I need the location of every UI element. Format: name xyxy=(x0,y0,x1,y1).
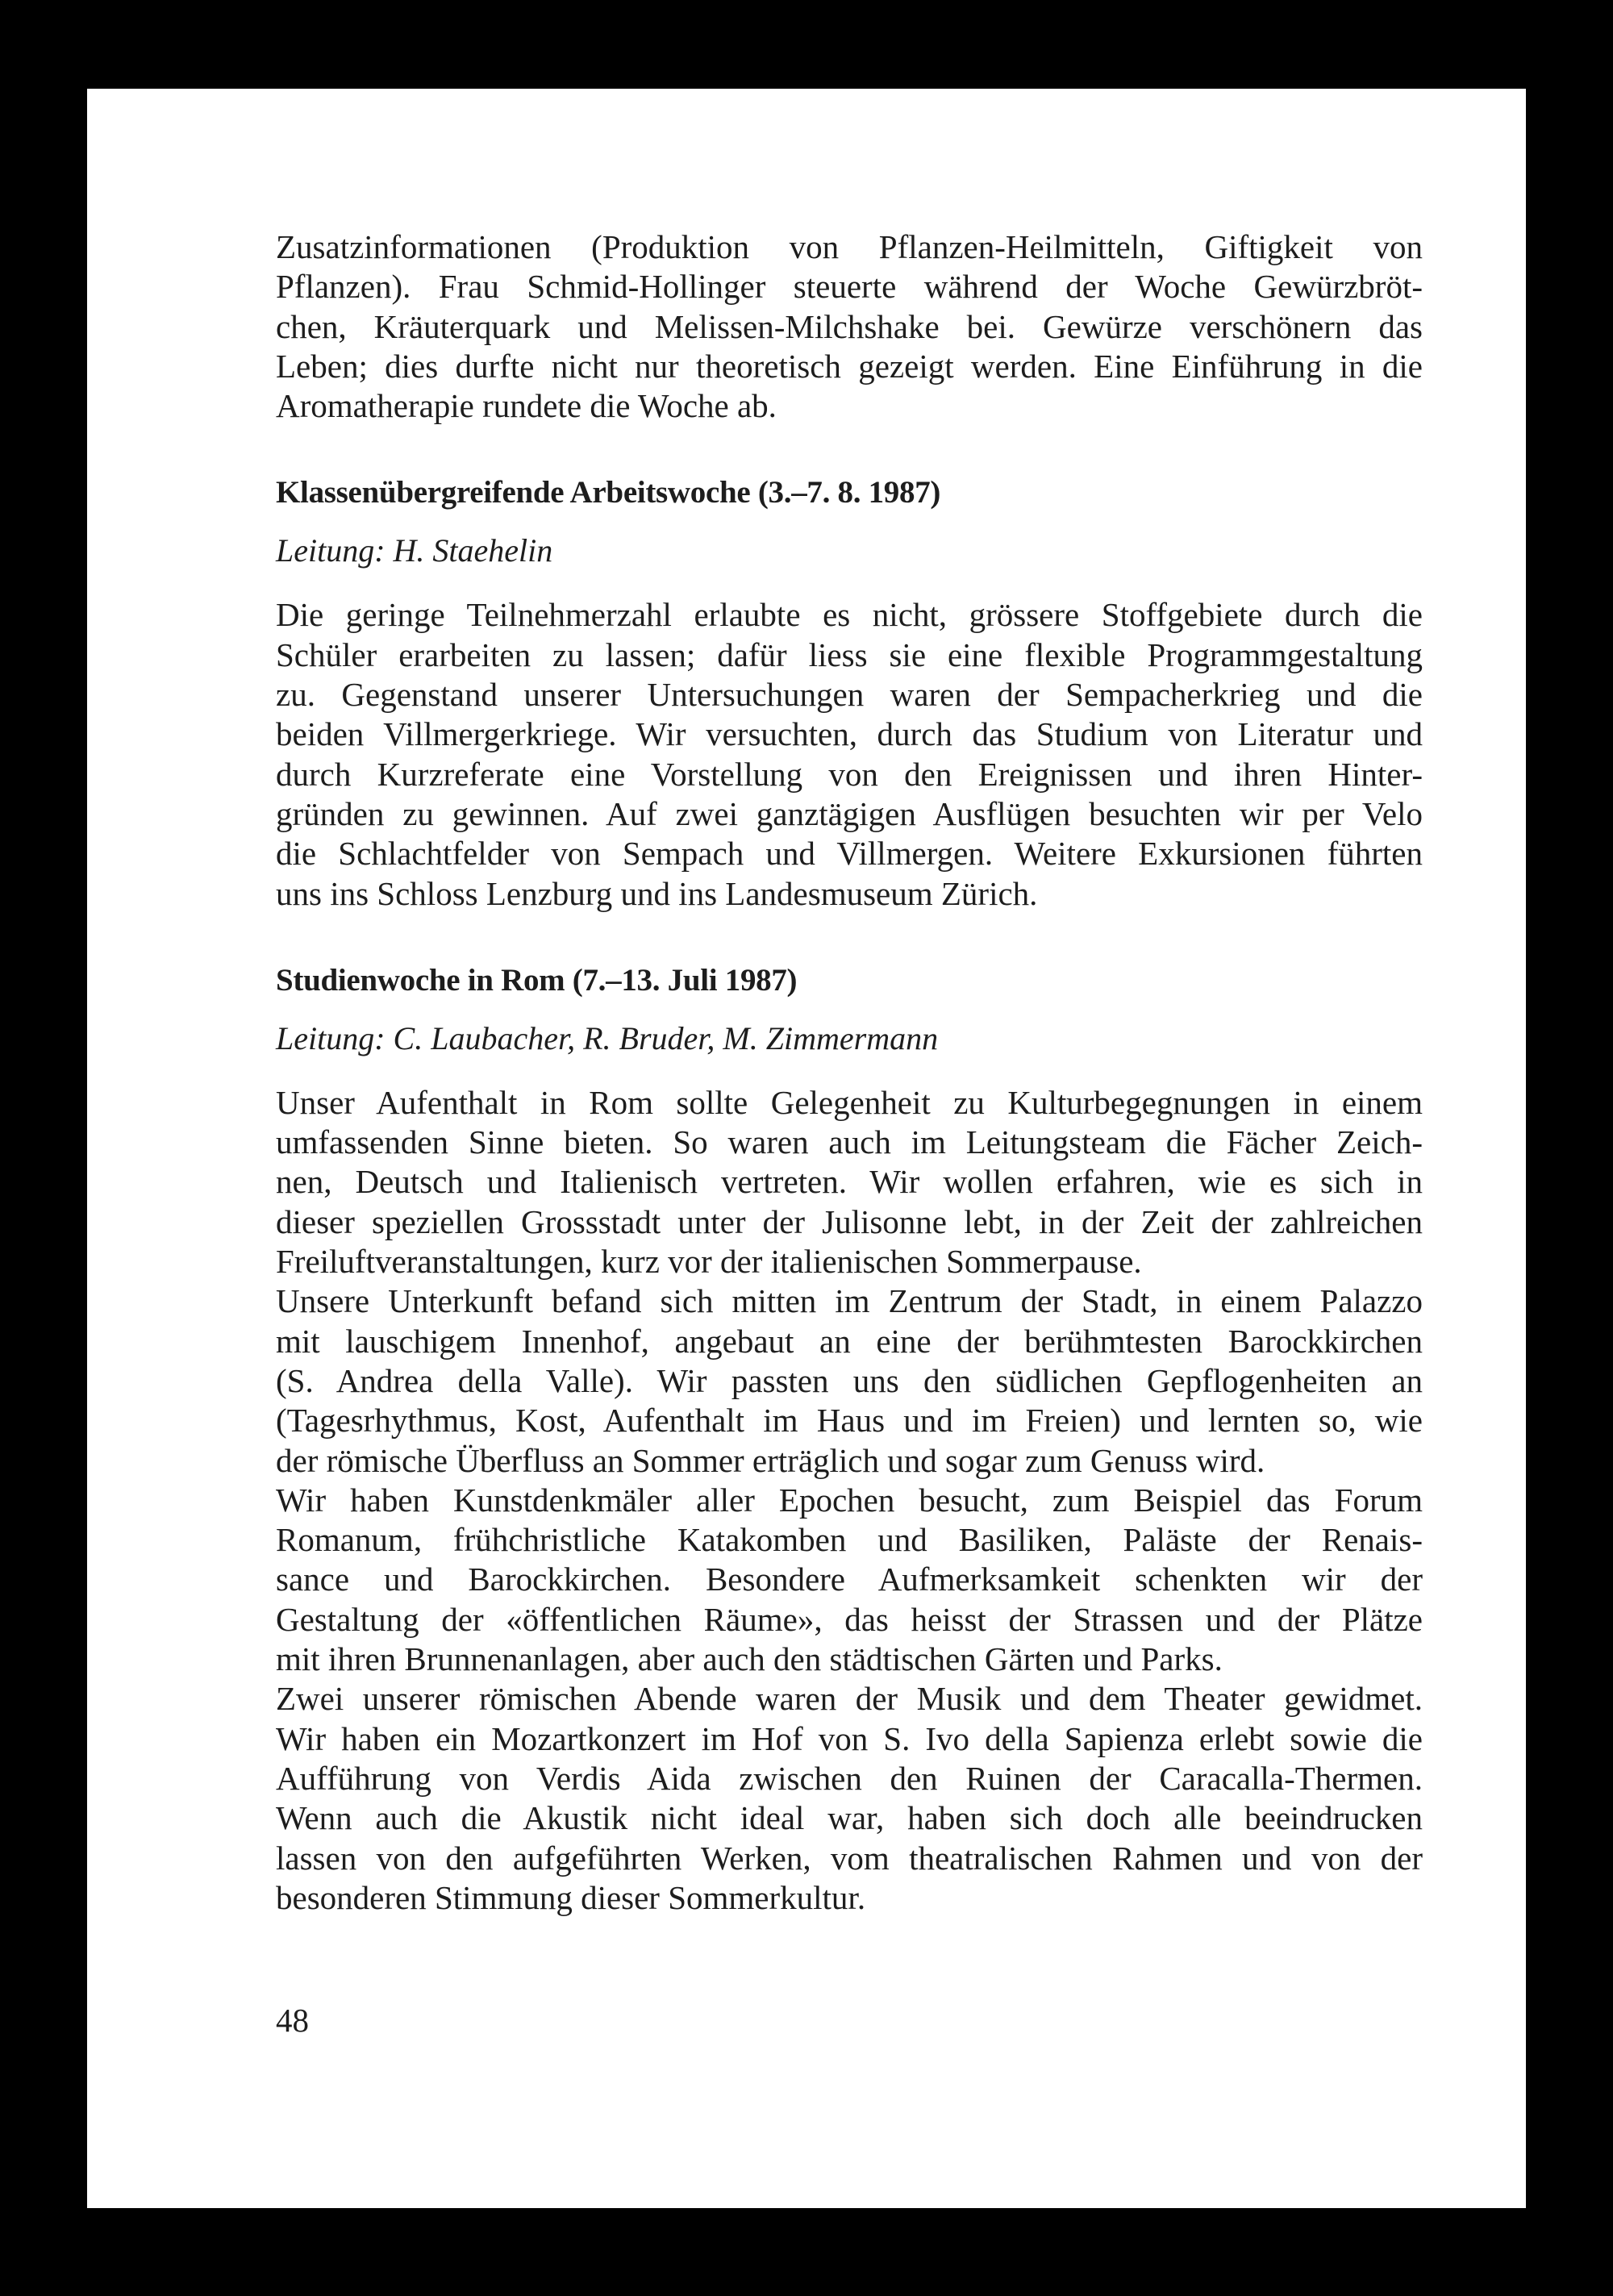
text-line: Zwei unserer römischen Abende waren der Musik und dem Theater gewidmet. xyxy=(276,1680,1423,1718)
section2-paragraph-1 xyxy=(276,1083,1423,1281)
text-line: (S. Andrea della Valle). Wir passten uns den südlichen Gepflogenheiten an xyxy=(276,1361,1423,1399)
text-line: (Tagesrhythmus, Kost, Aufenthalt im Haus und im Freien) und lernten so, wie xyxy=(276,1402,1423,1440)
text-line: uns ins Schloss Lenzburg und ins Landesmuseum Zürich. xyxy=(276,874,1038,912)
text-line: Die geringe Teilnehmerzahl erlaubte es nicht, grössere Stoffgebiete durch die xyxy=(276,596,1423,634)
text-line: Wenn auch die Akustik nicht ideal war, haben sich doch alle beeindrucken xyxy=(276,1799,1423,1837)
section2-paragraph-2 xyxy=(276,1281,1423,1480)
section-heading: Klassenübergreifende Arbeitswoche (3.–7. 8. 1987) xyxy=(276,475,941,510)
text-line: Pflanzen). Frau Schmid-Hollinger steuerte während der Woche Gewürzbröt- xyxy=(276,268,1423,306)
text-line: lassen von den aufgeführten Werken, vom theatralischen Rahmen und von der xyxy=(276,1839,1423,1877)
text-line: dieser speziellen Grossstadt unter der Julisonne lebt, in der Zeit der zahlreichen xyxy=(276,1202,1423,1240)
text-line: umfassenden Sinne bieten. So waren auch im Leitungsteam die Fächer Zeich- xyxy=(276,1123,1423,1161)
section1-paragraph xyxy=(276,595,1423,913)
text-line: chen, Kräuterquark und Melissen-Milchshake bei. Gewürze verschönern das xyxy=(276,307,1423,345)
text-line: Romanum, frühchristliche Katakomben und Basiliken, Paläste der Renais- xyxy=(276,1521,1423,1559)
text-line: zu. Gegenstand unserer Untersuchungen waren der Sempacherkrieg und die xyxy=(276,676,1423,714)
text-line: Aufführung von Verdis Aida zwischen den Ruinen der Caracalla-Thermen. xyxy=(276,1759,1423,1797)
text-line: Freiluftveranstaltungen, kurz vor der italienischen Sommerpause. xyxy=(276,1243,1142,1281)
page-content xyxy=(276,227,1423,1918)
text-line: die Schlachtfelder von Sempach und Villmergen. Weitere Exkursionen führten xyxy=(276,835,1423,873)
text-line: Leben; dies durfte nicht nur theoretisch gezeigt werden. Eine Einführung in die xyxy=(276,347,1423,385)
text-line: durch Kurzreferate eine Vorstellung von den Ereignissen und ihren Hinter- xyxy=(276,755,1423,793)
text-line: Aromatherapie rundete die Woche ab. xyxy=(276,387,777,425)
text-line: besonderen Stimmung dieser Sommerkultur. xyxy=(276,1878,866,1916)
text-line: Wir haben ein Mozartkonzert im Hof von S. Ivo della Sapienza erlebt sowie die xyxy=(276,1719,1423,1757)
page-number: 48 xyxy=(276,2002,309,2039)
text-line: Wir haben Kunstdenkmäler aller Epochen besucht, zum Beispiel das Forum xyxy=(276,1481,1423,1519)
section2-paragraph-3 xyxy=(276,1481,1423,1679)
text-line: gründen zu gewinnen. Auf zwei ganztägigen Ausflügen besuchten wir per Velo xyxy=(276,794,1423,832)
text-line: nen, Deutsch und Italienisch vertreten. Wir wollen erfahren, wie es sich in xyxy=(276,1163,1423,1201)
text-line: Gestaltung der «öffentlichen Räume», das heisst der Strassen und der Plätze xyxy=(276,1600,1423,1638)
text-line: Unsere Unterkunft befand sich mitten im Zentrum der Stadt, in einem Palazzo xyxy=(276,1282,1423,1320)
text-line: Unser Aufenthalt in Rom sollte Gelegenheit zu Kulturbegegnungen in einem xyxy=(276,1083,1423,1121)
section-leitung: Leitung: C. Laubacher, R. Bruder, M. Zimmermann xyxy=(276,1019,939,1056)
section-leitung: Leitung: H. Staehelin xyxy=(276,532,553,569)
text-line: Zusatzinformationen (Produktion von Pflanzen-Heilmitteln, Giftigkeit von xyxy=(276,228,1423,265)
text-line: mit lauschigem Innenhof, angebaut an eine der berühmtesten Barockkirchen xyxy=(276,1322,1423,1360)
text-line: beiden Villmergerkriege. Wir versuchten, durch das Studium von Literatur und xyxy=(276,715,1423,753)
intro-paragraph xyxy=(276,227,1423,426)
text-line: sance und Barockkirchen. Besondere Aufmerksamkeit schenkten wir der xyxy=(276,1561,1423,1598)
text-line: Schüler erarbeiten zu lassen; dafür liess sie eine flexible Programmgestaltung xyxy=(276,635,1423,673)
text-line: mit ihren Brunnenanlagen, aber auch den städtischen Gärten und Parks. xyxy=(276,1640,1223,1678)
text-line: der römische Überfluss an Sommer erträglich und sogar zum Genuss wird. xyxy=(276,1441,1265,1479)
page-sheet xyxy=(87,89,1526,2208)
section2-paragraph-4 xyxy=(276,1679,1423,1918)
section-heading: Studienwoche in Rom (7.–13. Juli 1987) xyxy=(276,962,798,998)
